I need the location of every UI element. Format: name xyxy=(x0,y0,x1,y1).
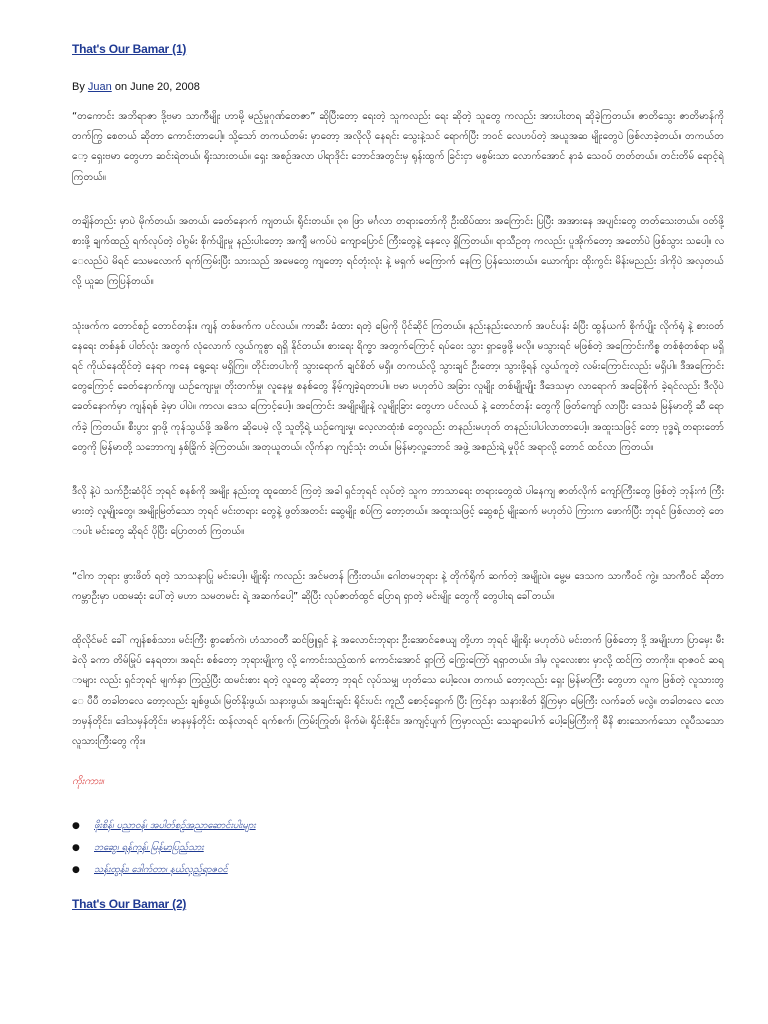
bullet-icon: ● xyxy=(72,865,80,876)
bullet-icon: ● xyxy=(72,821,80,832)
byline-prefix: By xyxy=(72,81,85,93)
reference-item xyxy=(72,859,724,881)
bullet-icon: ● xyxy=(72,843,80,854)
reference-item xyxy=(72,837,724,859)
post-paragraph: “တကောင်း အဘိရာဇာ ဒို့ဗမာ သာကီမျိုး ဟာမို့ မည့်မှုဂုဏ်တေဇာ” ဆိုပြီးတော့ ရေးတဲ့ သူကလည်း ရေး ဆိုတဲ့ သူတွေ ကလည်း အားပါးတရ ဆိုခဲ့ကြတယ်။ ဇာတိသွေး ဇာတိမာန်ကို တက်ကြွ စေတယ် ဆိုတာ ကောင်းတာပေါ့။ သို့သော် တကယ်တမ်း မှာတော့ အလိုလို နေရင်း သွေးနဲ့သင် ရောက်ပြီး ဘဝင် လေဟပ်တဲ့ အယူအဆ မျိုးတွေပဲ ဖြစ်လာခဲ့တယ်။ တကယ်တော့ ရှေးဗမာ တွေဟာ ဆင်းရဲတယ်၊ ရိုးသားတယ်။ ရှေး အစဉ်အလာ ပါရာဒိုင်း ဘောင်အတွင်းမှ ရုန်းထွက် ခြင်းငှာ မစွမ်းသာ လောက်အောင် နာခံ သေဝပ် တတ်တယ်။ တင်းတိမ် ရောင့်ရဲ ကြတယ်။ xyxy=(72,111,724,183)
post-date: on June 20, 2008 xyxy=(114,81,200,93)
reference-link[interactable]: ဘဆွေ၊ ရန်ကုန်၊ မြန်မာပြည်သား xyxy=(94,842,204,854)
post-paragraph: သုံးဖက်က တောင်စဉ် တောင်တန်း။ ကျန် တစ်ဖက်က ပင်လယ်။ ကာဆီး ခံထား ရတဲ့ မြေကို ပိုင်ဆိုင် ကြတယ်။ နည်းနည်းလောက် အပင်ပန်း ခံပြီး ထွန်ယက် စိုက်ပျိုး လိုက်ရုံ နဲ့ စားဝတ် နေရေး တစ်နှစ် ပါတ်လုံး အတွက် လုံလောက် လွယ်ကူစွာ ရရှိ နိုင်တယ်။ စားရေး ရိက္ခာ အတွက်ကြောင့် ရပ်ဝေး သွား ရှာဖွေဖို့ မလို။ မသွားရင် မဖြစ်တဲ့ အကြောင်းကိစ္စ တစ်စုံတစ်ရာ မရှိရင် ကိုယ်နေထိုင်တဲ့ နေရာ ကနေ ရွေ့ရေး မရှိကြ။ တိုင်းတပါးကို သွားရောက် ချင်စိတ် မရှိ။ တကယ်လို့ သွားချင် ဦးတော့၊ သွားဖို့ရန် လွယ်ကူတဲ့ လမ်းကြောင်းလည်း မရှိပါ။ ဒီအကြောင်း တွေကြောင့် ခေတ်နောက်ကျ၊ ယဉ်ကျေးမှု၊ တိုးတက်မှု၊ လူနေမှု စနစ်တွေ နိမ့်ကျခဲ့ရတာပါ။ ဗမာ မဟုတ်ပဲ အခြား လူမျိုး တစ်မျိုးမျိုး ဒီဒေသမှာ လာရောက် အခြေစိုက် ခဲ့ရင်လည်း ဒီလိုပဲ ခေတ်နောက်မှာ ကျန်ရစ် ခဲ့မှာ ပါပဲ။ ကာလ၊ ဒေသ ကြောင့်ပေါ့။ အကြောင်း အမျိုးမျိုးနဲ့ လူမျိုးခြား တွေဟာ ပင်လယ် နဲ့ တောင်တန်း တွေကို ဖြတ်ကျော် လာပြီး ဒေသခံ မြန်မာတို့ ဆီ ရောက်ခဲ့ ကြတယ်။ စီးပွား ရှာဖို့ ကုန်သွယ်ဖို့ အဓိက ဆိုပေမဲ့ လို့ သူတို့ရဲ့ ယဉ်ကျေးမှု၊ လေ့လာထုံးစံ တွေလည်း တနည်းမဟုတ် တနည်းပါပါလာတာပေါ့။ အထူးသဖြင့် တော့ ဗုဒ္ဓရဲ့ တရားတော် တွေကို မြန်မာတို့ သဘောကျ နှစ်ခြိုက် ခဲ့ကြတယ်။ အတုယူတယ်၊ လိုက်နာ ကျင့်သုံး တယ်။ မြန်မာ့လူ့ဘောင် အဖွဲ့ အစည်းရဲ့ မှုပိုင် အရာလို့ တောင် ထင်လာ ကြတယ်။ xyxy=(72,320,724,453)
post-title-link[interactable]: That's Our Bamar (1) xyxy=(72,42,187,56)
reference-link[interactable]: သန်းထွန်း၊ ဒေါက်တာ၊ နယ်လှည့်ရာဇဝင် xyxy=(94,864,228,876)
author-link[interactable]: Juan xyxy=(87,81,112,93)
post-paragraph: “ငါက ဘုရား ဖွားဖိတ် ရတဲ့ သာသနာပြု မင်းပေါ့။ မျိုးရိုး ကလည်း အင်မတန် ကြီးတယ်။ ဂေါတမဘုရား နဲ့ တိုက်ရိုက် ဆက်တဲ့ အမျိုးပဲ။ မွေ့မ ဒေသက သာကီဝင် ကွဲ့။ သာကီဝင် ဆိုတာ ကမ္ဘာဦးမှာ ပထမဆုံး ပေါ်တဲ့ မဟာ သမတမင်း ရဲ့ အဆက်ပေါ့” ဆိုပြီး လုပ်ဇာတ်ထွင် ပြောရ ရှာတဲ့ မင်းမျိုး တွေကို တွေပါးရ ခေါ်တယ်။ xyxy=(72,570,724,602)
reference-item xyxy=(72,815,724,837)
byline xyxy=(72,81,724,93)
next-post-title-link[interactable]: That's Our Bamar (2) xyxy=(72,897,187,912)
references-list xyxy=(72,815,724,881)
references-label: ကိုးကား။ xyxy=(72,776,104,788)
reference-link[interactable]: ဖိုးစိန်၊ ပညာဝန်၊ အပါတ်စဉ်အညာဆောင်းပါးများ xyxy=(94,820,256,832)
post-paragraph: ဒီလို နဲ့ပဲ သက်ဦးဆံပိုင် ဘုရင် စနစ်ကို အမျိုး နည်းတူ ထူထောင် ကြတဲ့ အခါ ရှင်ဘုရင် လုပ်တဲ့ သူက ဘာသာရေး တရားတွေထဲ ပါနေကျ ဇာတ်လိုက် ကျော်ကြီးတွေ ဖြစ်တဲ့ ဘုန်းကံ ကြီးမားတဲ့ လူမျိုးတွေ၊ အမျိုးမြတ်သော ဘုရင် မင်းတရား တွေနဲ့ ဖွတ်အတင်း ဆွေမျိုး စပ်ကြ တော့တယ်။ အထူးသဖြင့် ဆွေစဉ် မျိုးဆက် မဟုတ်ပဲ ကြားက ဖောက်ပြီး ဘုရင် ဖြစ်လာတဲ့ တောပါး မင်းတွေ ဆိုရင် ပိုပြီး ပြောတတ် ကြတယ်။ xyxy=(72,486,724,538)
post-paragraph: ထိုလိုင်မင် ခေါ် ကျန်စစ်သား၊ မင်းကြီး စွာစော်ကဲ၊ ဟံသာဝတီ ဆင်ဖြူရှင် နဲ့ အလောင်းဘုရား ဦးအောင်ဇေယျ တို့ဟာ ဘုရင် မျိုးရိုး မဟုတ်ပဲ မင်းတက် ဖြစ်တော့ ဒို့ အမျိုးဟာ ပြာမှေး မီးခဲလို ခကာ တိမ်မြုပ် နေရတာ၊ အရင်း စစ်တော့ ဘုရားမျိုးကွ လို့ ကောင်းသည့်ထက် ကောင်းအောင် ရှာကြံ ကြွေးကြော် ရရှာတယ်။ ဒါမှ လူလေးစား မှာလို့ ထင်ကြ တာကိုး။ ရာဇဝင် ဆရာများ လည်း ရှင်ဘုရင် မျက်နှာ ကြည့်ပြီး ထမင်းစား ရတဲ့ လူတွေ ဆိုတော့ ဘုရင် လုပ်သမျှ ဟုတ်သေ ပေါ့လေ။ တကယ် တော့လည်း ရှေး မြန်မာကြီး တွေဟာ လူက ဖြစ်တဲ့ လူသားတွေ ပီပီ တခါတလေ တော့လည်း ချစ်ဖွယ်၊ မြတ်နိုးဖွယ်၊ သနားဖွယ်၊ အချင်းချင်း ရိုင်းပင်း ကူညီ စောင့်ရှောက် ပြီး ကြင်နာ သနားစိတ် ရှိကြမှာ မြေကြီး လက်ခတ် မလွဲ။ တခါတလေ လောဘမှန်တိုင်း၊ ဒေါသမှန်တိုင်း၊ မာနမှန်တိုင်း ထန်လာရင် ရက်စက်၊ ကြမ်းကြုတ်၊ မိုက်မဲ၊ ရိုင်းစိုင်း၊ အကျင့်ပျက် ကြမှာလည်း သေချာပေါက် ပေါ့မြေကြီးကို မီနိ စားသောက်သော လူပီသသော လူသားကြီးတွေ ကိုး။ xyxy=(72,635,724,748)
post-paragraph: တချိန်တည်း မှာပဲ မိုက်တယ်၊ အတယ်၊ ခေတ်နောက် ကျတယ်၊ ရိုင်းတယ်။ ၃၈ ဖြာ မင်္ဂလာ တရားတော်ကို ဦးထိပ်ထား အကြောင်း ပြပြီး အအားနေ အပျင်းတွေ တတ်သေးတယ်။ ဝတ်ဖို့ စားဖို့ ချက်ထည့် ရက်လုပ်တဲ့ ဝါဂွမ်း စိုက်ပျိုးမှု နည်းပါးတော့ အကျီ မကပ်ပဲ ကျောပြောင် ကြီးတွေနဲ့ နေလေ့ ရှိကြတယ်။ ရာသီဥတု ကလည်း ပူအိုက်တော့ အတော်ပဲ ဖြစ်သွား သပေါ့။ လေလည်ပဲ မိရင် သေမလောက် ရက်ကြမ်းပြီး သားသည် အမေတွေ ကျတော့ ရင်တုံးလုံး နဲ့ မရှက် မကြောက် နေကြ ပြန်သေးတယ်။ ယောက်ျား ထိုးကွင်း မိန်းမညည်း ဒါကိုပဲ အလှတယ်လို့ ယူဆ ကြပြန်တယ်။ xyxy=(72,215,724,288)
post-body xyxy=(72,107,724,752)
